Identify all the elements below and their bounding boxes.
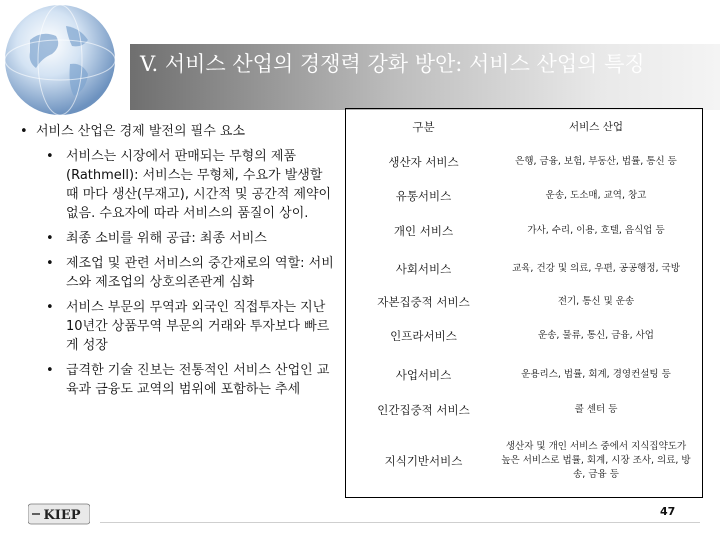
row-category: 사회서비스 — [395, 262, 452, 276]
table-row — [346, 147, 702, 177]
row-category: 인프라서비스 — [390, 329, 457, 343]
row-category: 생산자 서비스 — [388, 155, 459, 169]
row-industries: 운송, 도소매, 교역, 창고 — [545, 190, 647, 201]
bullet-main: • 서비스 산업은 경제 발전의 필수 요소 — [18, 122, 338, 141]
row-industries: 운송, 물류, 통신, 금융, 사업 — [538, 330, 654, 341]
row-industries: 생산자 및 개인 서비스 중에서 지식집약도가 높은 서비스로 법률, 회계, 시장 조사, 의료, 방송, 금융 등 — [501, 441, 691, 480]
row-category: 사업서비스 — [395, 368, 452, 382]
header-category: 구분 — [412, 120, 435, 134]
table-header-row — [346, 115, 702, 139]
bullet-list — [18, 118, 338, 399]
kiep-logo — [28, 503, 90, 525]
service-table — [345, 108, 703, 498]
table-row — [346, 398, 702, 422]
bullet-sub-3: • 제조업 및 관련 서비스의 중간재로의 역할: 서비스와 제조업의 상호의존관계 심화 — [18, 254, 338, 292]
table-row — [346, 323, 702, 349]
table-row — [346, 218, 702, 244]
row-industries: 운용리스, 법률, 회계, 경영컨설팅 등 — [521, 369, 671, 380]
table-row — [346, 253, 702, 285]
logo-text: KIEP — [43, 508, 81, 523]
globe-icon — [0, 0, 132, 130]
bullet-sub-4: • 서비스 부문의 무역과 외국인 직접투자는 지난 10년간 상품무역 부문의 거래와 투자보다 빠르게 성장 — [18, 298, 338, 355]
page-number: 47 — [660, 505, 676, 518]
row-category: 자본집중적 서비스 — [377, 295, 470, 309]
row-category: 지식기반서비스 — [384, 454, 463, 468]
bullet-sub-5: • 급격한 기술 진보는 전통적인 서비스 산업인 교육과 금융도 교역의 범위에 포함하는 추세 — [18, 361, 338, 399]
row-category: 인간집중적 서비스 — [377, 403, 470, 417]
row-category: 유통서비스 — [395, 189, 452, 203]
row-industries: 콜 센터 등 — [574, 404, 618, 415]
table-row — [346, 183, 702, 209]
row-industries: 전기, 통신 및 운송 — [557, 296, 635, 307]
row-industries: 교육, 건강 및 의료, 우편, 공공행정, 국방 — [512, 263, 680, 274]
table-row — [346, 431, 702, 491]
header-industry: 서비스 산업 — [568, 121, 624, 133]
table-row — [346, 359, 702, 391]
table-row — [346, 289, 702, 315]
row-industries: 가사, 수리, 이용, 호텔, 음식업 등 — [527, 225, 665, 236]
row-category: 개인 서비스 — [393, 224, 454, 238]
footer-divider — [100, 522, 700, 523]
row-industries: 은행, 금융, 보험, 부동산, 법률, 통신 등 — [515, 156, 677, 167]
page-title: V. 서비스 산업의 경쟁력 강화 방안: 서비스 산업의 특징 — [140, 52, 645, 76]
bullet-sub-1: • 서비스는 시장에서 판매되는 무형의 제품(Rathmell): 서비스는 무형체, 수요가 발생할 때 마다 생산(무재고), 시간적 및 공간적 제약이 없음. 수요자에 따라 서비스의 품질이 상이. — [18, 147, 338, 223]
bullet-sub-2: • 최종 소비를 위해 공급: 최종 서비스 — [18, 229, 338, 248]
